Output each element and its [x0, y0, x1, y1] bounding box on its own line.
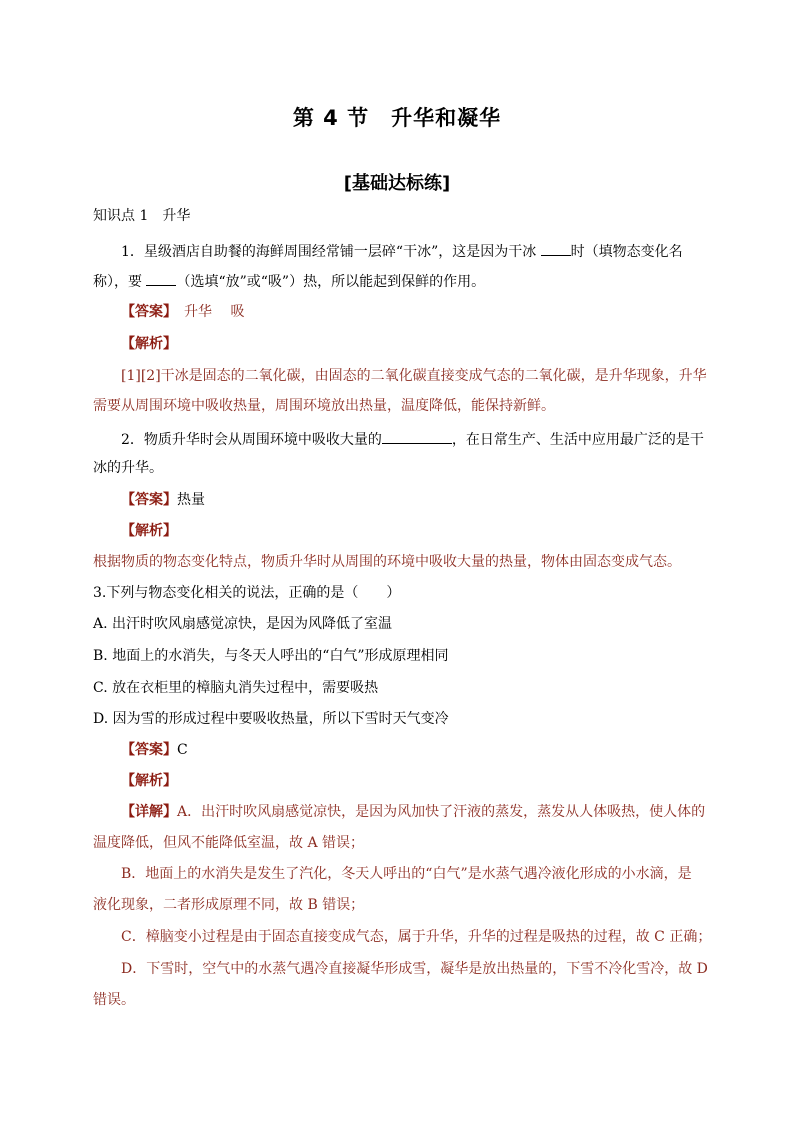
q2-analysis-line-1: 根据物质的物态变化特点，物质升华时从周围的环境中吸收大量的热量，物体由固态变成气态。 [93, 554, 681, 570]
q1-blank-2 [146, 270, 176, 286]
page-title: 第 4 节 升华和凝华 [292, 106, 502, 130]
answer-label: 【答案】 [121, 742, 177, 758]
q1-analysis-label [121, 334, 705, 354]
answer-label: 【答案】 [121, 492, 177, 508]
q2-answer [121, 490, 705, 510]
q1-blank-1 [541, 240, 571, 256]
q2-text: 2．物质升华时会从周围环境中吸收大量的 [121, 432, 382, 448]
q3-stem: 3.下列与物态变化相关的说法，正确的是（ ） [93, 585, 401, 601]
section-heading: [基础达标练] [343, 173, 451, 194]
q2-analysis-label [121, 521, 705, 541]
analysis-label: 【解析】 [121, 773, 177, 789]
q3-detail-d-line-1: D．下雪时，空气中的水蒸气遇冷直接凝华形成雪，凝华是放出热量的，下雪不冷化雪冷，故 D [121, 961, 708, 977]
q3-detail-b-line-2: 液化现象，二者形成原理不同，故 B 错误； [93, 897, 365, 913]
q2-line-2: 冰的升华。 [93, 460, 163, 476]
q2-line-1 [121, 428, 705, 450]
q3-detail-c-line-1: C．樟脑变小过程是由于固态直接变成气态，属于升华，升华的过程是吸热的过程，故 C 正确； [121, 929, 712, 945]
q1-answer [121, 302, 705, 322]
q3-detail-d-line-2: 错误。 [93, 992, 135, 1008]
q3-detail-b-line-1: B．地面上的水消失是发生了汽化，冬天人呼出的“白气”是水蒸气遇冷液化形成的小水滴，是 [121, 866, 692, 882]
answer-label: 【答案】 [121, 304, 170, 320]
analysis-label: 【解析】 [121, 523, 177, 539]
q3-detail-a-line-1 [121, 802, 705, 822]
q1-text: （选填“放”或“吸”）热，所以能起到保鲜的作用。 [176, 274, 486, 290]
answer-text: 升华 吸 [170, 304, 245, 320]
analysis-label: 【解析】 [121, 336, 177, 352]
q3-option-c: C. 放在衣柜里的樟脑丸消失过程中，需要吸热 [93, 680, 379, 696]
answer-text: C [177, 742, 188, 758]
q1-text: 称），要 [93, 274, 147, 290]
q3-option-a: A. 出汗时吹风扇感觉凉快，是因为风降低了室温 [93, 616, 393, 632]
answer-text: 热量 [177, 492, 205, 508]
q3-detail-a-line-2: 温度降低，但风不能降低室温，故 A 错误； [93, 835, 365, 851]
q1-text: 时（填物态变化名 [570, 244, 683, 260]
q3-option-b: B. 地面上的水消失，与冬天人呼出的“白气”形成原理相同 [93, 648, 449, 664]
q3-option-d: D. 因为雪的形成过程中要吸收热量，所以下雪时天气变冷 [93, 711, 449, 727]
q1-line-1 [121, 240, 705, 262]
q1-line-2 [93, 270, 705, 292]
knowledge-point-heading: 知识点 1 升华 [93, 208, 191, 224]
q3-answer [121, 740, 705, 760]
q1-text: 1．星级酒店自助餐的海鲜周围经常铺一层碎“干冰”，这是因为干冰 [121, 244, 541, 260]
q2-text: ，在日常生产、生活中应用最广泛的是干 [451, 432, 704, 448]
q1-analysis-line-2: 需要从周围环境中吸收热量，周围环境放出热量，温度降低，能保持新鲜。 [93, 398, 555, 414]
q2-blank [382, 428, 452, 444]
q1-analysis-line-1: [1][2]干冰是固态的二氧化碳，由固态的二氧化碳直接变成气态的二氧化碳，是升华现象，升华 [121, 368, 707, 384]
detail-label: 【详解】 [121, 804, 177, 820]
q3-analysis-label [121, 771, 705, 791]
detail-text: A．出汗时吹风扇感觉凉快，是因为风加快了汗液的蒸发，蒸发从人体吸热，使人体的 [177, 804, 706, 820]
